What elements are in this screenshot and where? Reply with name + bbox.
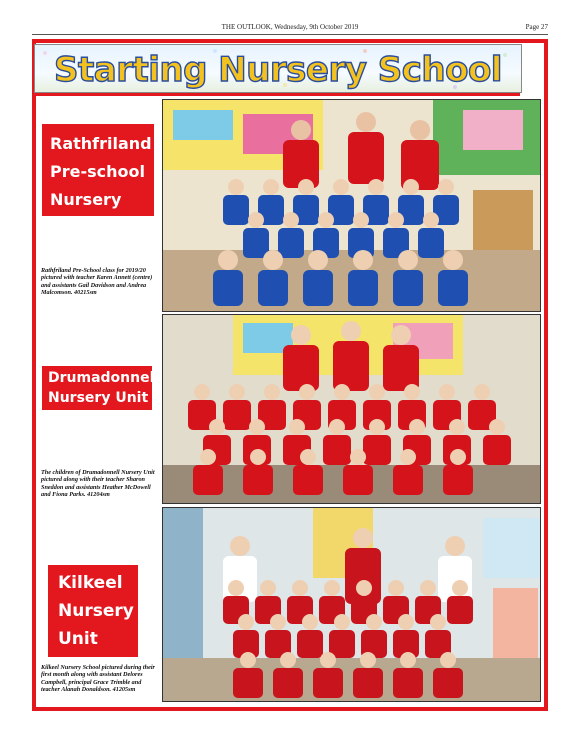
photo-illustration [163,315,540,503]
school-label-kilkeel [48,565,138,657]
label-line: Kilkeel [58,573,123,593]
title-banner [34,44,522,93]
banner-title: Starting Nursery School [54,50,502,90]
school-label-drumadonnell [42,366,160,410]
label-line: Nursery [58,601,134,621]
label-line: Pre-school [50,162,145,181]
class-photo-rathfriland [162,99,541,312]
label-line: Unit [58,629,98,649]
photo-caption-drumadonnell: The children of Drumadonnell Nursery Unit pictured along with their teacher Sharon Sneddon and assistants Heather McDowell and Fiona Parks. 41204sm [41,469,155,499]
photo-illustration [163,508,540,701]
label-line: Nursery [50,190,122,209]
label-line: Rathfriland [50,134,152,153]
class-photo-kilkeel [162,507,541,702]
photo-caption-rathfriland: Rathfriland Pre-School class for 2019/20 pictured with teacher Karen Annett (centre) and assistants Gail Davidson and Andrea Malcomson. 40215sm [41,267,153,297]
school-label-rathfriland [42,124,154,216]
photo-illustration [163,100,540,311]
banner-underline [34,93,520,96]
publication-line: THE OUTLOOK, Wednesday, 9th October 2019 [221,23,359,31]
label-line: Nursery Unit [48,390,149,406]
photo-caption-kilkeel: Kilkeel Nursery School pictured during their first month along with assistant Delores Campbell, principal Grace Trimble and teacher Alanah Donaldson. 41205sm [41,664,155,694]
banner-artwork [35,45,521,92]
header-rule [32,34,548,35]
page-number: Page 27 [525,23,548,31]
label-line: Drumadonnell [48,370,160,386]
class-photo-drumadonnell [162,314,541,504]
